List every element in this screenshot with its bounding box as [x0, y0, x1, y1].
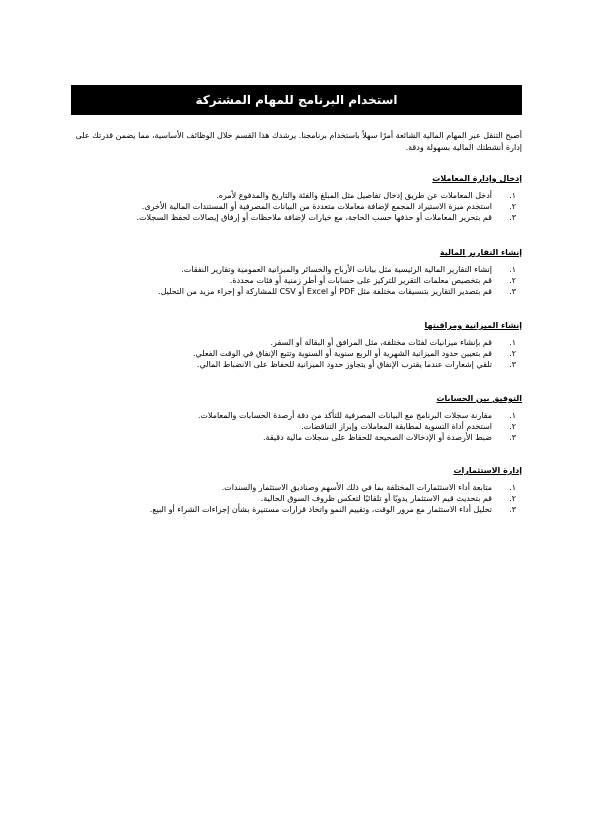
list-item [71, 190, 522, 201]
item-number: ٢. [509, 276, 516, 285]
list-item [71, 482, 522, 493]
section-transactions [71, 174, 522, 223]
list-item [71, 410, 522, 421]
section-list [71, 410, 522, 443]
item-number: ١. [509, 265, 516, 274]
section-heading: إدخال وإدارة المعاملات [432, 174, 522, 183]
item-text: أدخل المعاملات عن طريق إدخال تفاصيل مثل المبلغ والفئة والتاريخ والمدفوع لأمره. [216, 191, 492, 200]
list-item [71, 264, 522, 275]
list-item [71, 432, 522, 443]
item-number: ٣. [509, 213, 516, 222]
list-item [71, 493, 522, 504]
section-heading: إنشاء التقارير المالية [439, 248, 522, 257]
intro-paragraph: أصبح التنقل عبر المهام المالية الشائعة أمرًا سهلاً باستخدام برنامجنا. يرشدك هذا القسم خلال الوظائف الأساسية، مما يضمن قدرتك على إدارة أنشطتك المالية بسهولة ودقة. [75, 131, 522, 152]
item-text: استخدم ميزة الاستيراد المجمع لإضافة معاملات متعددة من البيانات المصرفية أو المستندات المالية الأخرى. [141, 202, 492, 211]
item-number: ٢. [509, 349, 516, 358]
page-title: استخدام البرنامج للمهام المشتركة [71, 85, 522, 115]
item-number: ٣. [509, 433, 516, 442]
section-budget [71, 321, 522, 370]
item-number: ٣. [509, 287, 516, 296]
section-heading: إنشاء الميزانية ومراقبتها [424, 321, 522, 330]
list-item [71, 359, 522, 370]
list-item [71, 504, 522, 515]
item-text: قم بتصدير التقارير بتنسيقات مختلفة مثل PDF أو Excel أو CSV للمشاركة أو إجراء مزيد من التحليل. [158, 287, 492, 296]
section-investments [71, 466, 522, 515]
section-reconciliation [71, 394, 522, 443]
list-item [71, 421, 522, 432]
section-reports [71, 248, 522, 297]
item-text: قم بتخصيص معلمات التقرير للتركيز على حسابات أو أطر زمنية أو فئات محددة. [229, 276, 492, 285]
item-number: ٣. [509, 505, 516, 514]
list-item [71, 348, 522, 359]
item-number: ٢. [509, 494, 516, 503]
item-number: ٣. [509, 360, 516, 369]
item-text: تحليل أداء الاستثمار مع مرور الوقت، وتقييم النمو واتخاذ قرارات مستنيرة بشأن إجراءات الشراء أو البيع. [149, 505, 492, 514]
item-number: ١. [509, 191, 516, 200]
item-number: ١. [509, 411, 516, 420]
section-list [71, 190, 522, 223]
list-item [71, 212, 522, 223]
item-number: ١. [509, 338, 516, 347]
item-text: قم بتحديث قيم الاستثمار يدويًا أو تلقائيًا لتعكس ظروف السوق الحالية. [260, 494, 492, 503]
item-text: ضبط الأرصدة أو الإدخالات الصحيحة للحفاظ على سجلات مالية دقيقة. [263, 433, 492, 442]
section-heading: إدارة الاستثمارات [453, 466, 522, 475]
list-item [71, 201, 522, 212]
item-text: استخدم أداة التسوية لمطابقة المعاملات وإبراز التناقضات. [301, 422, 492, 431]
item-text: متابعة أداء الاستثمارات المختلفة بما في ذلك الأسهم وصناديق الاستثمار والسندات. [221, 483, 492, 492]
item-number: ٢. [509, 202, 516, 211]
list-item [71, 286, 522, 297]
item-text: تلقي إشعارات عندما يقترب الإنفاق أو يتجاوز حدود الميزانية للحفاظ على الانضباط المالي. [196, 360, 492, 369]
item-number: ٢. [509, 422, 516, 431]
item-number: ١. [509, 483, 516, 492]
section-heading: التوفيق بين الحسابات [436, 394, 522, 403]
section-list [71, 482, 522, 515]
item-text: قم بإنشاء ميزانيات لفئات مختلفة، مثل المرافق أو البقالة أو السفر. [270, 338, 492, 347]
list-item [71, 337, 522, 348]
item-text: إنشاء التقارير المالية الرئيسية مثل بيانات الأرباح والخسائر والميزانية العمومية وتقارير النفقات. [181, 265, 492, 274]
section-list [71, 264, 522, 297]
list-item [71, 275, 522, 286]
item-text: مقارنة سجلات البرنامج مع البيانات المصرفية للتأكد من دقة أرصدة الحسابات والمعاملات. [197, 411, 492, 420]
item-text: قم بتحرير المعاملات أو حذفها حسب الحاجة، مع خيارات لإضافة ملاحظات أو إرفاق إيصالات لحفظ السجلات. [136, 213, 492, 222]
section-list [71, 337, 522, 370]
item-text: قم بتعيين حدود الميزانية الشهرية أو الربع سنوية أو السنوية وتتبع الإنفاق في الوقت الفعلي. [192, 349, 492, 358]
